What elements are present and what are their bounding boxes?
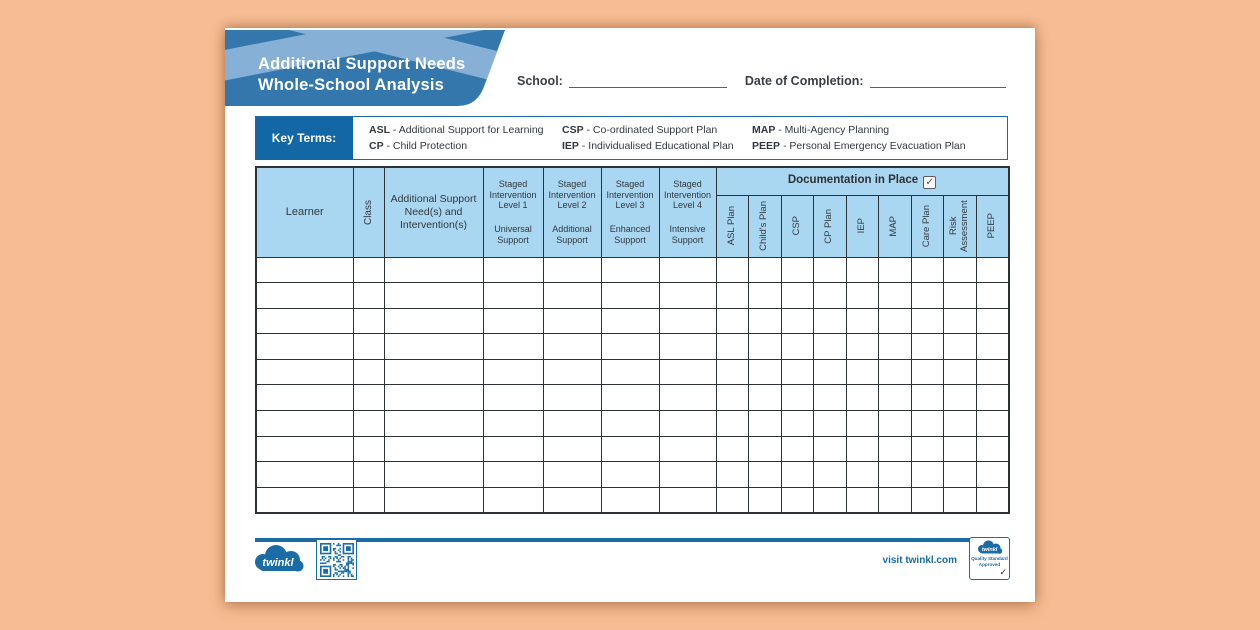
empty-cell <box>846 487 879 513</box>
empty-cell <box>659 308 716 334</box>
empty-cell <box>716 462 749 488</box>
footer-divider <box>255 538 1008 542</box>
empty-cell <box>256 385 353 411</box>
empty-cell <box>256 436 353 462</box>
empty-cell <box>749 334 782 360</box>
empty-cell <box>814 385 847 411</box>
empty-cell <box>781 411 814 437</box>
empty-cell <box>781 487 814 513</box>
empty-cell <box>601 257 659 283</box>
empty-cell <box>384 308 483 334</box>
empty-cell <box>814 487 847 513</box>
table-row <box>256 359 1009 385</box>
empty-cell <box>944 359 977 385</box>
table-row <box>256 436 1009 462</box>
empty-cell <box>601 334 659 360</box>
empty-cell <box>256 487 353 513</box>
empty-cell <box>911 385 944 411</box>
empty-cell <box>353 487 384 513</box>
empty-cell <box>846 385 879 411</box>
empty-cell <box>976 283 1009 309</box>
table-row <box>256 385 1009 411</box>
empty-cell <box>716 385 749 411</box>
empty-cell <box>543 462 601 488</box>
table-row <box>256 462 1009 488</box>
badge-text-line2: Approved <box>978 561 1001 567</box>
table-row <box>256 257 1009 283</box>
empty-cell <box>976 308 1009 334</box>
empty-cell <box>814 411 847 437</box>
empty-cell <box>384 334 483 360</box>
empty-cell <box>716 436 749 462</box>
empty-cell <box>749 359 782 385</box>
table-body <box>256 257 1009 513</box>
empty-cell <box>944 257 977 283</box>
table-row <box>256 487 1009 513</box>
twinkl-cloud-icon <box>252 544 306 576</box>
doc-column-iep: IEP <box>846 195 879 257</box>
empty-cell <box>944 283 977 309</box>
empty-cell <box>384 462 483 488</box>
empty-cell <box>256 308 353 334</box>
empty-cell <box>944 487 977 513</box>
table-row <box>256 308 1009 334</box>
empty-cell <box>601 462 659 488</box>
doc-column-risk-assessment: Risk Assessment <box>944 195 977 257</box>
empty-cell <box>781 334 814 360</box>
empty-cell <box>384 385 483 411</box>
empty-cell <box>543 257 601 283</box>
empty-cell <box>976 462 1009 488</box>
empty-cell <box>879 436 912 462</box>
empty-cell <box>879 385 912 411</box>
table-row <box>256 334 1009 360</box>
empty-cell <box>749 411 782 437</box>
empty-cell <box>256 257 353 283</box>
empty-cell <box>543 411 601 437</box>
empty-cell <box>814 462 847 488</box>
empty-cell <box>911 359 944 385</box>
empty-cell <box>781 436 814 462</box>
empty-cell <box>353 308 384 334</box>
empty-cell <box>659 462 716 488</box>
empty-cell <box>879 308 912 334</box>
empty-cell <box>846 411 879 437</box>
key-term: CSP - Co-ordinated Support Plan <box>562 124 718 136</box>
table-row <box>256 283 1009 309</box>
empty-cell <box>944 334 977 360</box>
empty-cell <box>384 487 483 513</box>
empty-cell <box>879 359 912 385</box>
empty-cell <box>601 308 659 334</box>
empty-cell <box>879 411 912 437</box>
key-term: MAP - Multi-Agency Planning <box>752 124 890 136</box>
empty-cell <box>384 283 483 309</box>
empty-cell <box>749 385 782 411</box>
empty-cell <box>659 385 716 411</box>
key-term: IEP - Individualised Educational Plan <box>562 140 734 152</box>
empty-cell <box>911 436 944 462</box>
empty-cell <box>781 283 814 309</box>
empty-cell <box>976 334 1009 360</box>
key-terms-column-1 <box>369 117 544 159</box>
qr-code <box>316 539 357 580</box>
empty-cell <box>543 487 601 513</box>
date-of-completion-label: Date of Completion: <box>744 74 864 88</box>
empty-cell <box>659 487 716 513</box>
empty-cell <box>814 359 847 385</box>
empty-cell <box>716 487 749 513</box>
table-row <box>256 411 1009 437</box>
empty-cell <box>384 359 483 385</box>
empty-cell <box>814 436 847 462</box>
school-label: School: <box>517 74 563 88</box>
column-header-class: Class <box>353 167 384 257</box>
empty-cell <box>846 257 879 283</box>
empty-cell <box>879 334 912 360</box>
badge-check-icon: ✓ <box>999 567 1007 577</box>
empty-cell <box>879 283 912 309</box>
empty-cell <box>846 436 879 462</box>
empty-cell <box>659 283 716 309</box>
empty-cell <box>911 257 944 283</box>
empty-cell <box>384 257 483 283</box>
badge-text-line1: Quality Standard <box>971 556 1008 561</box>
empty-cell <box>944 436 977 462</box>
empty-cell <box>353 462 384 488</box>
analysis-table <box>255 166 1010 514</box>
empty-cell <box>911 487 944 513</box>
empty-cell <box>716 359 749 385</box>
empty-cell <box>944 462 977 488</box>
empty-cell <box>543 308 601 334</box>
empty-cell <box>814 257 847 283</box>
empty-cell <box>879 257 912 283</box>
documentation-group-header: Documentation in Place ✓ <box>716 167 1009 195</box>
empty-cell <box>483 385 543 411</box>
empty-cell <box>749 436 782 462</box>
empty-cell <box>256 283 353 309</box>
empty-cell <box>543 359 601 385</box>
empty-cell <box>976 257 1009 283</box>
empty-cell <box>846 334 879 360</box>
empty-cell <box>543 283 601 309</box>
empty-cell <box>256 411 353 437</box>
empty-cell <box>781 359 814 385</box>
key-term: ASL - Additional Support for Learning <box>369 124 544 136</box>
empty-cell <box>716 283 749 309</box>
empty-cell <box>976 436 1009 462</box>
empty-cell <box>483 257 543 283</box>
column-header-learner: Learner <box>256 167 353 257</box>
empty-cell <box>846 283 879 309</box>
empty-cell <box>659 359 716 385</box>
empty-cell <box>781 257 814 283</box>
page-title-line2: Whole-School Analysis <box>258 76 445 95</box>
empty-cell <box>846 359 879 385</box>
school-write-line <box>569 74 727 88</box>
empty-cell <box>749 283 782 309</box>
column-header-staged-level-3: Staged Intervention Level 3 Enhanced Support <box>601 167 659 257</box>
empty-cell <box>659 257 716 283</box>
empty-cell <box>716 411 749 437</box>
empty-cell <box>601 385 659 411</box>
empty-cell <box>911 411 944 437</box>
checkbox-icon: ✓ <box>923 176 936 189</box>
empty-cell <box>846 462 879 488</box>
empty-cell <box>814 308 847 334</box>
key-terms-column-3 <box>752 117 966 159</box>
empty-cell <box>911 308 944 334</box>
doc-column-csp: CSP <box>781 195 814 257</box>
empty-cell <box>814 334 847 360</box>
empty-cell <box>879 487 912 513</box>
empty-cell <box>911 334 944 360</box>
empty-cell <box>483 359 543 385</box>
column-header-staged-level-1: Staged Intervention Level 1 Universal Support <box>483 167 543 257</box>
empty-cell <box>353 436 384 462</box>
doc-column-peep: PEEP <box>976 195 1009 257</box>
key-terms-label: Key Terms: <box>256 117 353 161</box>
empty-cell <box>944 385 977 411</box>
empty-cell <box>353 385 384 411</box>
empty-cell <box>716 308 749 334</box>
visit-twinkl-link[interactable]: visit twinkl.com <box>882 555 957 566</box>
empty-cell <box>601 411 659 437</box>
empty-cell <box>483 334 543 360</box>
worksheet-page <box>225 28 1035 602</box>
empty-cell <box>256 359 353 385</box>
column-header-staged-level-4: Staged Intervention Level 4 Intensive Support <box>659 167 716 257</box>
empty-cell <box>976 385 1009 411</box>
doc-column-care-plan: Care Plan <box>911 195 944 257</box>
empty-cell <box>483 436 543 462</box>
empty-cell <box>256 462 353 488</box>
empty-cell <box>601 487 659 513</box>
key-terms-box <box>255 116 1008 160</box>
empty-cell <box>659 411 716 437</box>
empty-cell <box>483 462 543 488</box>
empty-cell <box>353 411 384 437</box>
empty-cell <box>976 411 1009 437</box>
empty-cell <box>781 385 814 411</box>
column-header-additional-support: Additional Support Need(s) and Intervention(s) <box>384 167 483 257</box>
empty-cell <box>846 308 879 334</box>
empty-cell <box>749 462 782 488</box>
empty-cell <box>781 462 814 488</box>
empty-cell <box>976 359 1009 385</box>
empty-cell <box>879 462 912 488</box>
empty-cell <box>543 436 601 462</box>
badge-cloud-icon <box>975 540 1005 556</box>
empty-cell <box>483 411 543 437</box>
empty-cell <box>483 308 543 334</box>
empty-cell <box>601 283 659 309</box>
doc-column-asl-plan: ASL Plan <box>716 195 749 257</box>
quality-standard-badge <box>969 537 1010 580</box>
empty-cell <box>601 436 659 462</box>
empty-cell <box>911 283 944 309</box>
empty-cell <box>716 334 749 360</box>
date-write-line <box>870 74 1006 88</box>
empty-cell <box>353 334 384 360</box>
key-term: CP - Child Protection <box>369 140 468 152</box>
empty-cell <box>814 283 847 309</box>
empty-cell <box>483 283 543 309</box>
empty-cell <box>749 487 782 513</box>
key-terms-column-2 <box>562 117 734 159</box>
top-fields <box>517 74 1017 88</box>
empty-cell <box>353 359 384 385</box>
empty-cell <box>749 308 782 334</box>
empty-cell <box>659 436 716 462</box>
empty-cell <box>976 487 1009 513</box>
empty-cell <box>781 308 814 334</box>
column-header-staged-level-2: Staged Intervention Level 2 Additional Support <box>543 167 601 257</box>
svg-text:twinkl: twinkl <box>981 547 997 553</box>
empty-cell <box>384 436 483 462</box>
page-title-line1: Additional Support Needs <box>258 55 466 73</box>
empty-cell <box>384 411 483 437</box>
empty-cell <box>749 257 782 283</box>
empty-cell <box>659 334 716 360</box>
key-term: PEEP - Personal Emergency Evacuation Plan <box>752 140 966 152</box>
empty-cell <box>543 385 601 411</box>
empty-cell <box>256 334 353 360</box>
twinkl-logo <box>252 544 306 576</box>
empty-cell <box>944 411 977 437</box>
doc-column-cp-plan: CP Plan <box>814 195 847 257</box>
empty-cell <box>353 257 384 283</box>
empty-cell <box>483 487 543 513</box>
twinkl-logo-text: twinkl <box>262 557 294 569</box>
empty-cell <box>944 308 977 334</box>
empty-cell <box>716 257 749 283</box>
title-banner <box>225 30 508 106</box>
doc-column-map: MAP <box>879 195 912 257</box>
empty-cell <box>543 334 601 360</box>
empty-cell <box>601 359 659 385</box>
empty-cell <box>353 283 384 309</box>
empty-cell <box>911 462 944 488</box>
doc-column-childs-plan: Child's Plan <box>749 195 782 257</box>
page-title <box>258 54 465 96</box>
